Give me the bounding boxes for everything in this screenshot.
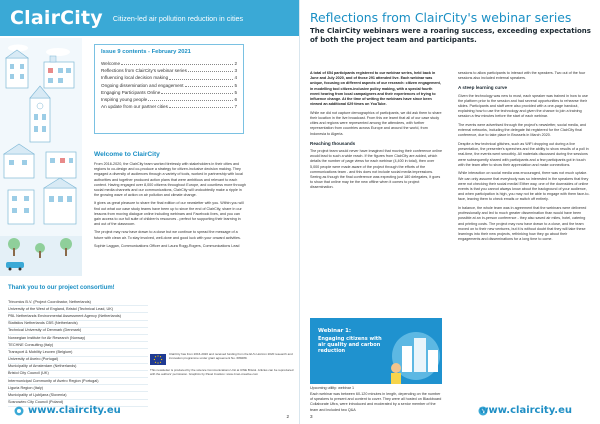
- contents-item-page: 6: [234, 97, 237, 103]
- contents-item-label: Influencing local decision making: [101, 75, 169, 81]
- article-paragraph: The events were advertised through the project's newsletter, social media, and external networks, including the delegate list registered for the ClairCity final conference, due to take place in Brussels in March 2020.: [458, 123, 586, 138]
- contents-title: Issue 9 contents - February 2021: [101, 49, 191, 55]
- right-page: [300, 0, 600, 424]
- contents-dots: [169, 74, 233, 79]
- article-paragraph: In balance, the whole team was in agreement that the webinars were delivered professionally and led to much greater dissemination than would have been possible at an in-person conference - they also saved air miles, hotel, catering and printing costs. The project may now have drawn to a close, and the team moved on to their new ventures, but it is without doubt that they will take these learnings into their new projects, rethinking how they go about their engagements and disseminations for a long time to come.: [458, 206, 587, 242]
- article-paragraph: The project team would never have imagined that moving their conference online would lead to such a wide reach. If the figures from ClairCity are added, which details the number of page views for each webinar (4,400 in total), then over 5,000 people were made aware of the project through the efforts of the communications team - and this does not include social media impressions. Seeing as though the final conference was expecting just 180 delegates, it goes to show that online may be the new offline when it comes to project dissemination.: [310, 149, 443, 190]
- article-column-left: [310, 71, 442, 194]
- contents-list: [101, 60, 237, 110]
- website-link[interactable]: www.claircity.eu: [479, 405, 572, 416]
- consortium-partner: Technical University of Denmark (Denmark): [8, 328, 148, 335]
- consortium-partner: Trinomics B.V. (Project Coordinator, Netherlands): [8, 299, 148, 306]
- contents-item[interactable]: [101, 82, 237, 89]
- contents-item-label: Ongoing dissemination and engagement: [101, 82, 184, 88]
- contents-item[interactable]: [101, 74, 237, 81]
- website-link[interactable]: www.claircity.eu: [28, 405, 121, 416]
- page-number: 2: [286, 414, 289, 419]
- webinar-title: Engaging citizens with air quality and carbon reduction: [318, 336, 382, 355]
- consortium-partner: PBL Netherlands Environmental Assessment Agency (Netherlands): [8, 313, 148, 320]
- contents-dots: [188, 67, 234, 72]
- article-paragraph: Despite a few technical glitches, such as WiFi dropping out during a live presentation, the presenter's speeches and the ability to show results of a poll in real-time, the events went smoothly. All materials discussed during the sessions were subsequently shared with participants and a few participants got in touch with the team after to show their appreciation and make connections.: [458, 142, 589, 167]
- consortium-partner: Liguria Region (Italy): [8, 385, 148, 392]
- welcome-paragraph: From 2016-2020, the ClairCity team worked tirelessly with stakeholders in their cities and regions to co-design and co-produce a strategy for citizen-inclusive decision making. They engaged a diversity of audiences through a variety of tools, worked in partnership with local authorities and together produced action plans that were ambitious and relevant to each context. Having engaged over 8,000 citizens throughout Europe, and countless more through social media channels and our communications, ClairCity will undoubtedly make a ripple in the growing wave of action on air pollution and climate change.: [94, 162, 246, 198]
- consortium-list: [8, 299, 148, 407]
- article-column-right: [458, 71, 590, 246]
- contents-item-page: 5: [234, 82, 237, 88]
- contents-item-page: 2: [234, 61, 237, 66]
- contents-item-page: 3: [234, 68, 237, 74]
- article-subheading: A steep learning curve: [458, 85, 508, 91]
- article-subheading: Reaching thousands: [310, 140, 356, 146]
- contents-item-page: 5: [234, 89, 237, 95]
- contents-item[interactable]: [101, 67, 237, 74]
- contents-item-label: Welcome: [101, 61, 121, 66]
- contents-item[interactable]: [101, 60, 237, 67]
- contents-item-label: Inspiring young people: [101, 97, 148, 103]
- consortium-partner: Municipality of Amsterdam (Netherlands): [8, 364, 148, 371]
- contents-item-label: Engaging Participants Online: [101, 89, 161, 95]
- tagline: Citizen-led air pollution reduction in cities: [112, 13, 244, 23]
- article-title: Reflections from ClairCity's webinar series: [310, 10, 572, 25]
- webinar-caption: Upcoming utility: webinar 1: [310, 386, 355, 390]
- contents-item-page: 7: [234, 104, 237, 110]
- consortium-partner: Norwegian Institute for Air Research (Norway): [8, 335, 148, 342]
- welcome-paragraph: It gives us great pleasure to share the final edition of our newsletter with you. Within you will find out what our case study teams have been up to since the end of ClairCity, share in our lessons from moving dialogue online including webinars and Facebook lives, and you can gain access to our full suite of children's resources - perfect for supporting their learning in and out of the classroom.: [94, 201, 244, 227]
- article-subtitle: The ClairCity webinars were a roaring success, exceeding expectations of both the project team and participants.: [310, 27, 591, 45]
- article-paragraph: A total of 654 participants registered to our webinar series, held back in June and July 2020, and of those 291 attended live. Each webinar was unique, focusing on different aspects of our research: citizen engagement, in modelling tool citizen-inclusive policy making, with a special fourth event hearing from local campaigners and their experiences of trying to influence change. At the time of writing the webinars have since been viewed an additional 629 times on YouTube.: [310, 71, 441, 107]
- consortium-partner: Statistics Netherlands CBS (Netherlands): [8, 321, 148, 328]
- article-paragraph: sessions to allow participants to interact with the speakers. Two out of the four sessions also included external speakers.: [458, 71, 586, 81]
- welcome-text: [94, 162, 246, 252]
- consortium-heading: Thank you to our project consortium!: [8, 285, 115, 291]
- webinar-illustration: [382, 318, 442, 384]
- contents-dots: [148, 96, 233, 101]
- consortium-partner: Intermunicipal Community of Aveiro Region (Portugal): [8, 378, 148, 385]
- consortium-partner: University of Aveiro (Portugal): [8, 357, 148, 364]
- article-paragraph: While we did not capture demographics of participants, we did ask them to share their location in the live broadcast. From this we learnt that all of our case study cities and regions were represented among the attendees, with further representation from countries across Europe and around the world, from Indonesia to Algeria.: [310, 110, 442, 136]
- contents-dots: [185, 82, 234, 87]
- contents-dots: [121, 60, 233, 65]
- contents-item-label: An update from our partner cities: [101, 104, 168, 110]
- contents-item[interactable]: [101, 103, 237, 110]
- consortium-partner: TECHNE Consulting (Italy): [8, 342, 148, 349]
- claircity-logo: ClairCity: [10, 7, 103, 29]
- contents-item[interactable]: [101, 89, 237, 96]
- header-band: [0, 0, 300, 36]
- webinar-graphic: [310, 318, 442, 384]
- welcome-paragraph: The project may now have drawn to a close but we continue to spread the message of a future with clean air. To stay involved, well-done and good luck with your onward activities.: [94, 230, 241, 240]
- consortium-partner: University of the West of England, Bristol (Technical Lead, UK): [8, 306, 148, 313]
- article-paragraph: While interaction on social media was encouraged, there was not much uptake. We can only assume that everybody was so interested in the speakers that they were not checking their social media! Either way, one of the downsides of online events is that you cannot always know about the background of your audience, and when participation is high, you may not be able to engage with them face-to-face, leaving them to check emails or switch off entirely.: [458, 171, 590, 202]
- article-paragraph: Given the technology was new to most, each speaker was trained in how to use the platform prior to the session and had several opportunities to rehearse their slides. Participants and staff were also provided with a one-page handout, explaining how to use the technology and given the chance to join a training session a few minutes before the start of each webinar.: [458, 93, 588, 119]
- consortium-partner: Municipality of Ljubljana (Slovenia): [8, 392, 148, 399]
- contents-dots: [161, 89, 233, 94]
- disclaimer-text: This newsletter is produced by the science Communications Unit at UWE Bristol. Articles can be reproduced with the authors' permission. Graphics by Pavel Cvetkov: www.zmet-creative.com: [150, 368, 294, 376]
- welcome-paragraph: Sophie Laggan, Communications Officer and Laura Rogg-Rogers, Communications Lead: [94, 243, 240, 248]
- welcome-heading: Welcome to ClairCity: [94, 151, 160, 158]
- consortium-partner: Bristol City Council (UK): [8, 371, 148, 378]
- city-buildings-illustration: [0, 38, 82, 276]
- contents-item-page: 4: [234, 75, 237, 81]
- eu-flag-icon: [150, 354, 166, 365]
- webinar-label: Webinar 1:: [318, 328, 352, 334]
- claircity-logo-icon: [14, 406, 24, 416]
- contents-dots: [169, 103, 234, 108]
- article-paragraph: Each webinar was between 60-120 minutes in length, depending on the number of speakers to present and content to cover. They were all hosted on Blackboard Collaborate Ultra, were introduced and moderated by a senior member of the team and included two Q&A: [310, 392, 442, 412]
- consortium-partner: Sosnowiec City Council (Poland): [8, 400, 148, 407]
- contents-item[interactable]: [101, 96, 237, 103]
- contents-box: [94, 44, 244, 134]
- page-number: 3: [310, 414, 313, 419]
- eu-funding-text: ClairCity has from 2016-2020 and received funding from the EU's Horizon 2020 research and innovation programme under grant agreement No. 689289.: [169, 352, 293, 361]
- contents-item-label: Reflections from ClairCity's webinar series: [101, 68, 187, 74]
- consortium-partner: Transport & Mobility Leuven (Belgium): [8, 349, 148, 356]
